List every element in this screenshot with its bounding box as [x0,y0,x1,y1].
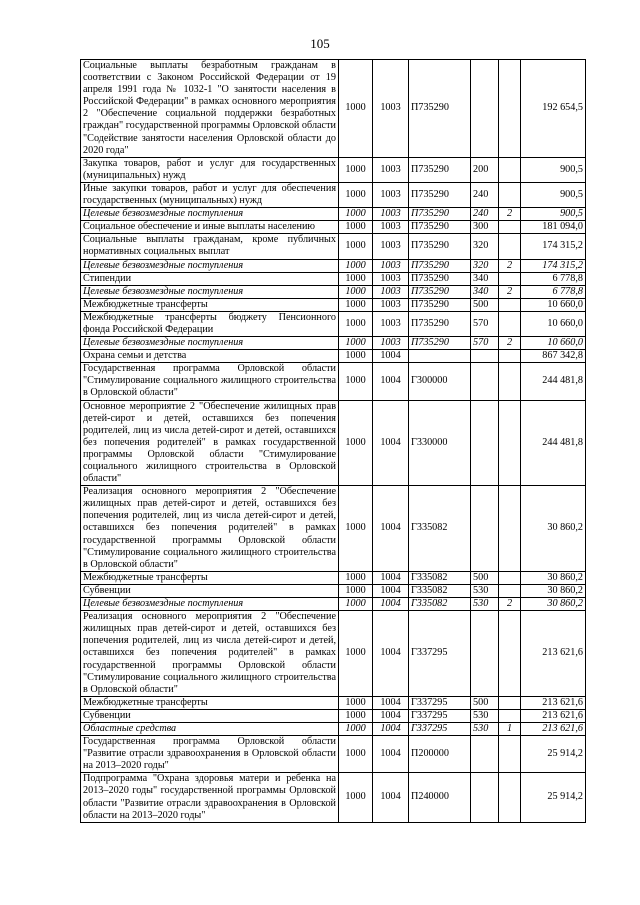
row-amount-cell: 30 860,2 [521,571,586,584]
row-target-code-cell: Г335082 [409,584,471,597]
row-section-cell: 1000 [339,400,373,486]
row-source-cell: 2 [499,285,521,298]
row-name-cell: Государственная программа Орловской области "Стимулирование социального жилищного строительства в Орловской области" [81,363,339,400]
row-name-cell: Закупка товаров, работ и услуг для государственных (муниципальных) нужд [81,157,339,182]
row-section-cell: 1000 [339,298,373,311]
row-expense-type-cell: 530 [471,598,499,611]
row-expense-type-cell: 570 [471,337,499,350]
table-row [81,272,586,285]
row-name-cell: Межбюджетные трансферты [81,571,339,584]
row-amount-cell: 174 315,2 [521,259,586,272]
row-source-cell [499,350,521,363]
row-target-code-cell: Г337295 [409,611,471,697]
row-section-cell: 1000 [339,337,373,350]
row-source-cell [499,311,521,336]
row-amount-cell: 25 914,2 [521,736,586,773]
row-subsection-cell: 1003 [373,234,409,259]
row-amount-cell: 213 621,6 [521,709,586,722]
row-section-cell: 1000 [339,696,373,709]
table-row [81,773,586,822]
row-subsection-cell: 1004 [373,722,409,735]
row-target-code-cell: П200000 [409,736,471,773]
row-target-code-cell: Г337295 [409,709,471,722]
row-name-cell: Субвенции [81,584,339,597]
table-row [81,363,586,400]
row-section-cell: 1000 [339,221,373,234]
row-subsection-cell: 1004 [373,598,409,611]
budget-table [80,59,586,823]
row-subsection-cell: 1004 [373,736,409,773]
row-section-cell: 1000 [339,598,373,611]
row-amount-cell: 25 914,2 [521,773,586,822]
row-source-cell [499,611,521,697]
row-name-cell: Реализация основного мероприятия 2 "Обеспечение жилищных прав детей-сирот и детей, оставшихся без попечения родителей, лиц из числа детей-сирот и детей, оставшихся без попечения родителей" в рамках государственной программы Орловской области "Стимулирование социального жилищного строительства в Орловской области" [81,486,339,572]
row-section-cell: 1000 [339,773,373,822]
row-target-code-cell: Г335082 [409,598,471,611]
row-subsection-cell: 1004 [373,486,409,572]
row-section-cell: 1000 [339,311,373,336]
row-amount-cell: 213 621,6 [521,696,586,709]
row-subsection-cell: 1004 [373,571,409,584]
row-name-cell: Межбюджетные трансферты [81,298,339,311]
row-amount-cell: 30 860,2 [521,598,586,611]
row-section-cell: 1000 [339,611,373,697]
row-source-cell: 2 [499,598,521,611]
row-amount-cell: 900,5 [521,208,586,221]
row-subsection-cell: 1004 [373,611,409,697]
row-name-cell: Охрана семьи и детства [81,350,339,363]
table-row [81,60,586,158]
table-row [81,298,586,311]
row-amount-cell: 244 481,8 [521,400,586,486]
row-source-cell [499,298,521,311]
row-source-cell [499,221,521,234]
table-row [81,709,586,722]
table-row [81,208,586,221]
row-section-cell: 1000 [339,350,373,363]
row-target-code-cell: П735290 [409,285,471,298]
table-row [81,722,586,735]
row-expense-type-cell: 500 [471,571,499,584]
row-section-cell: 1000 [339,272,373,285]
row-target-code-cell: П735290 [409,311,471,336]
row-source-cell [499,773,521,822]
row-subsection-cell: 1003 [373,221,409,234]
row-section-cell: 1000 [339,182,373,207]
row-expense-type-cell: 500 [471,696,499,709]
row-target-code-cell: П735290 [409,234,471,259]
table-row [81,571,586,584]
row-target-code-cell: П735290 [409,182,471,207]
row-subsection-cell: 1004 [373,584,409,597]
row-amount-cell: 30 860,2 [521,584,586,597]
row-subsection-cell: 1003 [373,60,409,158]
row-section-cell: 1000 [339,208,373,221]
row-target-code-cell: П735290 [409,259,471,272]
table-row [81,350,586,363]
table-row [81,311,586,336]
row-name-cell: Реализация основного мероприятия 2 "Обеспечение жилищных прав детей-сирот и детей, оставшихся без попечения родителей, лиц из числа детей-сирот и детей, оставшихся без попечения родителей" в рамках государственной программы Орловской области "Стимулирование социального жилищного строительства в Орловской области" [81,611,339,697]
row-amount-cell: 192 654,5 [521,60,586,158]
row-source-cell: 2 [499,337,521,350]
row-expense-type-cell: 500 [471,298,499,311]
row-name-cell: Государственная программа Орловской области "Развитие отрасли здравоохранения в Орловской области на 2013–2020 годы" [81,736,339,773]
row-name-cell: Основное мероприятие 2 "Обеспечение жилищных прав детей-сирот и детей, оставшихся без попечения родителей, лиц из числа детей-сирот и детей, оставшихся без попечения родителей" в рамках государственной программы Орловской области "Стимулирование социального жилищного строительства в Орловской области" [81,400,339,486]
row-source-cell [499,234,521,259]
row-expense-type-cell: 240 [471,182,499,207]
page-number: 105 [310,36,330,51]
row-subsection-cell: 1004 [373,350,409,363]
row-subsection-cell: 1003 [373,208,409,221]
table-row [81,584,586,597]
row-subsection-cell: 1004 [373,696,409,709]
row-name-cell: Целевые безвозмездные поступления [81,285,339,298]
row-amount-cell: 6 778,8 [521,272,586,285]
row-section-cell: 1000 [339,157,373,182]
row-source-cell [499,60,521,158]
row-expense-type-cell: 200 [471,157,499,182]
row-source-cell [499,157,521,182]
row-subsection-cell: 1003 [373,272,409,285]
row-subsection-cell: 1003 [373,337,409,350]
row-amount-cell: 867 342,8 [521,350,586,363]
row-name-cell: Межбюджетные трансферты бюджету Пенсионного фонда Российской Федерации [81,311,339,336]
row-section-cell: 1000 [339,571,373,584]
row-expense-type-cell: 320 [471,234,499,259]
table-row [81,234,586,259]
row-section-cell: 1000 [339,60,373,158]
row-amount-cell: 900,5 [521,182,586,207]
row-subsection-cell: 1003 [373,157,409,182]
row-expense-type-cell [471,773,499,822]
row-subsection-cell: 1003 [373,259,409,272]
row-target-code-cell: Г337295 [409,696,471,709]
row-expense-type-cell [471,60,499,158]
row-target-code-cell: Г300000 [409,363,471,400]
row-amount-cell: 213 621,6 [521,611,586,697]
row-section-cell: 1000 [339,259,373,272]
row-expense-type-cell [471,486,499,572]
row-section-cell: 1000 [339,285,373,298]
row-name-cell: Иные закупки товаров, работ и услуг для обеспечения государственных (муниципальных) нужд [81,182,339,207]
row-name-cell: Субвенции [81,709,339,722]
row-source-cell [499,400,521,486]
row-target-code-cell: П735290 [409,157,471,182]
row-target-code-cell: П735290 [409,221,471,234]
row-amount-cell: 10 660,0 [521,337,586,350]
row-expense-type-cell [471,363,499,400]
row-name-cell: Целевые безвозмездные поступления [81,598,339,611]
table-row [81,486,586,572]
row-name-cell: Областные средства [81,722,339,735]
row-target-code-cell: П735290 [409,272,471,285]
row-expense-type-cell: 320 [471,259,499,272]
row-source-cell [499,584,521,597]
row-name-cell: Социальные выплаты гражданам, кроме публичных нормативных социальных выплат [81,234,339,259]
table-row [81,285,586,298]
row-source-cell [499,272,521,285]
row-name-cell: Целевые безвозмездные поступления [81,259,339,272]
row-section-cell: 1000 [339,584,373,597]
row-expense-type-cell: 530 [471,722,499,735]
row-name-cell: Целевые безвозмездные поступления [81,337,339,350]
table-row [81,696,586,709]
row-target-code-cell: П735290 [409,298,471,311]
row-subsection-cell: 1003 [373,285,409,298]
table-row [81,400,586,486]
row-subsection-cell: 1004 [373,709,409,722]
table-row [81,221,586,234]
row-name-cell: Социальные выплаты безработным гражданам в соответствии с Законом Российской Федерации от 19 апреля 1991 года № 1032-1 "О занятости населения в Российской Федерации" в рамках основного мероприятия 2 "Обеспечение социальной поддержки безработных граждан" государственной программы Орловской области "Содействие занятости населения Орловской области до 2020 года" [81,60,339,158]
row-amount-cell: 10 660,0 [521,298,586,311]
row-amount-cell: 900,5 [521,157,586,182]
row-section-cell: 1000 [339,709,373,722]
row-target-code-cell: П240000 [409,773,471,822]
row-name-cell: Целевые безвозмездные поступления [81,208,339,221]
row-subsection-cell: 1003 [373,311,409,336]
row-amount-cell: 30 860,2 [521,486,586,572]
row-source-cell: 1 [499,722,521,735]
row-source-cell [499,709,521,722]
row-expense-type-cell [471,350,499,363]
row-expense-type-cell: 570 [471,311,499,336]
table-row [81,259,586,272]
row-amount-cell: 174 315,2 [521,234,586,259]
row-subsection-cell: 1004 [373,363,409,400]
row-name-cell: Подпрограмма "Охрана здоровья матери и ребенка на 2013–2020 годы" государственной программы Орловской области "Развитие отрасли здравоохранения в Орловской области на 2013–2020 годы" [81,773,339,822]
row-target-code-cell: Г330000 [409,400,471,486]
table-row [81,337,586,350]
row-source-cell [499,486,521,572]
row-name-cell: Межбюджетные трансферты [81,696,339,709]
row-subsection-cell: 1004 [373,773,409,822]
row-target-code-cell: П735290 [409,337,471,350]
row-amount-cell: 213 621,6 [521,722,586,735]
row-section-cell: 1000 [339,486,373,572]
row-source-cell: 2 [499,208,521,221]
row-expense-type-cell: 240 [471,208,499,221]
row-expense-type-cell [471,736,499,773]
row-target-code-cell [409,350,471,363]
row-target-code-cell: Г337295 [409,722,471,735]
row-expense-type-cell [471,400,499,486]
row-expense-type-cell: 530 [471,584,499,597]
table-row [81,611,586,697]
row-source-cell [499,182,521,207]
row-source-cell [499,736,521,773]
row-section-cell: 1000 [339,234,373,259]
row-subsection-cell: 1004 [373,400,409,486]
row-expense-type-cell [471,611,499,697]
row-amount-cell: 181 094,0 [521,221,586,234]
table-row [81,157,586,182]
row-source-cell [499,571,521,584]
row-expense-type-cell: 530 [471,709,499,722]
row-target-code-cell: П735290 [409,60,471,158]
table-row [81,182,586,207]
table-row [81,736,586,773]
row-target-code-cell: Г335082 [409,571,471,584]
row-target-code-cell: Г335082 [409,486,471,572]
row-section-cell: 1000 [339,736,373,773]
row-section-cell: 1000 [339,722,373,735]
table-row [81,598,586,611]
row-target-code-cell: П735290 [409,208,471,221]
row-source-cell [499,363,521,400]
row-section-cell: 1000 [339,363,373,400]
row-amount-cell: 244 481,8 [521,363,586,400]
row-name-cell: Социальное обеспечение и иные выплаты населению [81,221,339,234]
row-name-cell: Стипендии [81,272,339,285]
row-expense-type-cell: 300 [471,221,499,234]
row-subsection-cell: 1003 [373,298,409,311]
row-subsection-cell: 1003 [373,182,409,207]
row-expense-type-cell: 340 [471,285,499,298]
row-amount-cell: 6 778,8 [521,285,586,298]
row-expense-type-cell: 340 [471,272,499,285]
row-source-cell [499,696,521,709]
row-source-cell: 2 [499,259,521,272]
budget-table-body [81,60,586,823]
row-amount-cell: 10 660,0 [521,311,586,336]
